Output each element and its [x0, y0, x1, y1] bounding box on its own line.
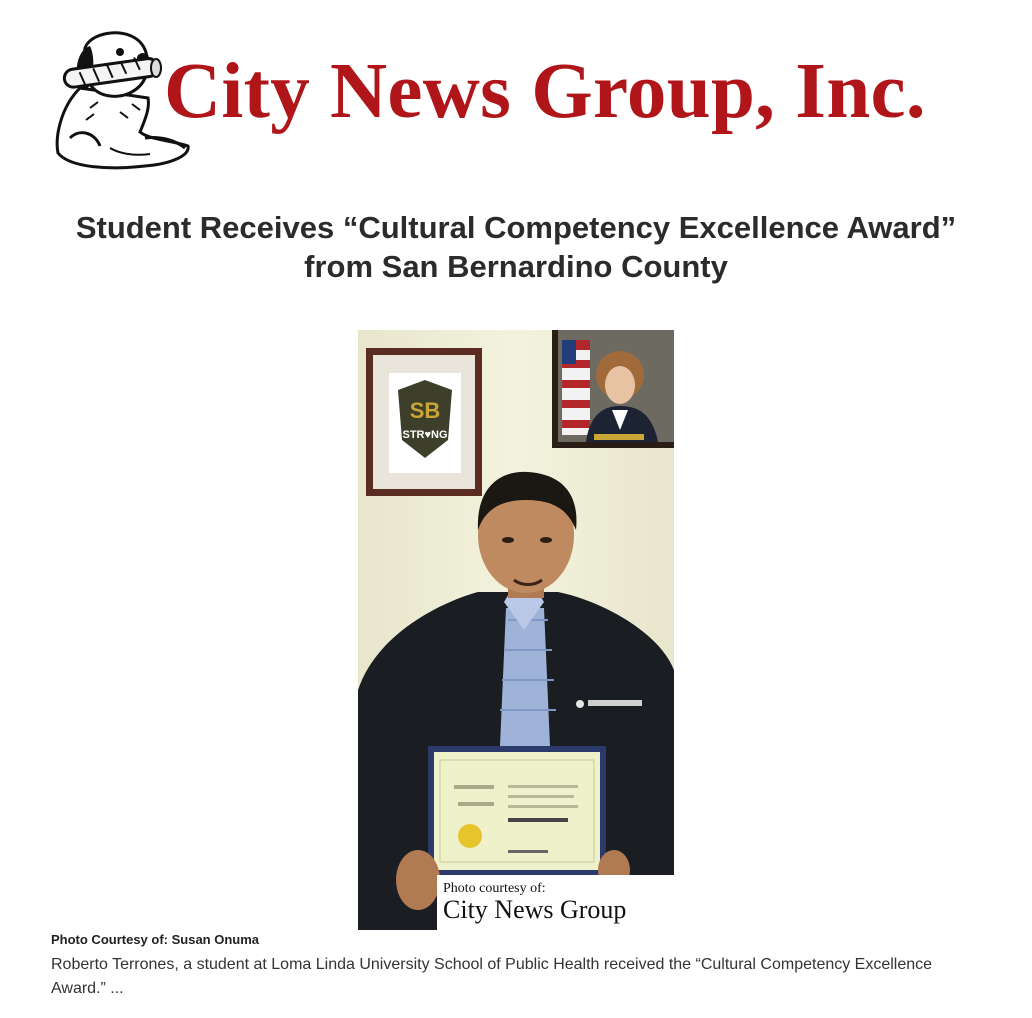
photo-watermark — [437, 875, 674, 930]
svg-text:STR♥NG: STR♥NG — [402, 429, 448, 441]
article-photo — [358, 330, 674, 930]
svg-text:SB: SB — [409, 398, 441, 423]
watermark-brand: City News Group — [443, 895, 627, 924]
article-summary: Roberto Terrones, a student at Loma Linda University School of Public Health received the “Cultural Competency Excellence Award.” ... — [51, 956, 933, 997]
watermark-caption: Photo courtesy of: — [443, 881, 546, 896]
award-photo-illustration — [358, 330, 674, 930]
masthead — [50, 28, 980, 178]
award-certificate — [428, 746, 606, 876]
sb-strong-frame — [366, 348, 482, 496]
headline-line-2: from San Bernardino County — [304, 249, 728, 284]
portrait-frame — [552, 330, 674, 448]
article-headline — [40, 208, 992, 286]
photo-credit: Photo Courtesy of: Susan Onuma — [51, 932, 260, 947]
headline-line-1: Student Receives “Cultural Competency Excellence Award” — [75, 210, 957, 245]
brand-name: City News Group, Inc. — [164, 48, 926, 135]
